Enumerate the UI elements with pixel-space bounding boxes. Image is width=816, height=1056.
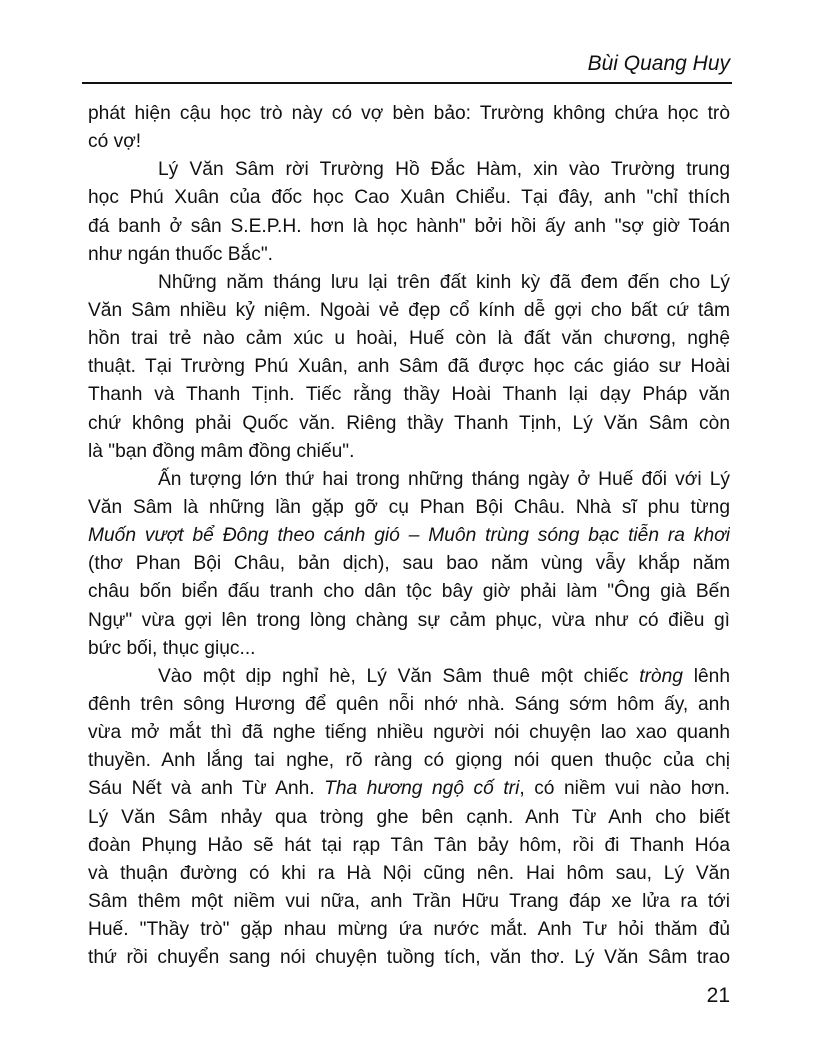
text-segment: thuật. Tại Trường Phú Xuân, anh Sâm đã được học các giáo sư Hoài xyxy=(88,356,730,378)
text-line xyxy=(88,297,730,325)
text-segment: là "bạn đồng mâm đồng chiếu". xyxy=(88,440,355,462)
text-line xyxy=(88,550,730,578)
text-line xyxy=(88,832,730,860)
text-segment: Vào một dịp nghỉ hè, Lý Văn Sâm thuê một chiếc xyxy=(158,665,640,687)
body-text xyxy=(88,100,730,972)
text-segment: như ngán thuốc Bắc". xyxy=(88,243,274,265)
text-line xyxy=(88,213,730,241)
text-segment: Những năm tháng lưu lại trên đất kinh kỳ đã đem đến cho Lý xyxy=(158,271,730,293)
text-line xyxy=(88,888,730,916)
text-line xyxy=(88,916,730,944)
text-segment: đoàn Phụng Hảo sẽ hát tại rạp Tân Tân bảy hôm, rồi đi Thanh Hóa xyxy=(88,834,730,856)
text-segment: Lý Văn Sâm rời Trường Hồ Đắc Hàm, xin vào Trường trung xyxy=(158,159,730,181)
text-segment: lênh xyxy=(682,665,730,687)
text-segment: Sáu Nết và anh Từ Anh. xyxy=(88,778,325,800)
italic-text: tròng xyxy=(639,665,683,687)
text-line xyxy=(88,325,730,353)
text-line xyxy=(88,578,730,606)
text-line xyxy=(88,100,730,128)
page-number: 21 xyxy=(706,984,730,1007)
text-line xyxy=(88,663,730,691)
text-line xyxy=(88,128,730,156)
text-line xyxy=(88,466,730,494)
text-segment: Thanh và Thanh Tịnh. Tiếc rằng thầy Hoài Thanh lại dạy Pháp văn xyxy=(88,384,730,406)
text-segment: Văn Sâm là những lần gặp gỡ cụ Phan Bội Châu. Nhà sĩ phu từng xyxy=(88,496,730,518)
text-line xyxy=(88,691,730,719)
text-line xyxy=(88,410,730,438)
running-header-author: Bùi Quang Huy xyxy=(587,52,730,75)
text-line xyxy=(88,184,730,212)
text-segment: Ngự" vừa gợi lên trong lòng chàng sự cảm phục, vừa như có điều gì xyxy=(88,609,730,631)
text-line xyxy=(88,944,730,972)
text-segment: chứ không phải Quốc văn. Riêng thầy Thanh Tịnh, Lý Văn Sâm còn xyxy=(88,412,730,434)
text-segment: và thuận đường có khi ra Hà Nội cũng nên. Hai hôm sau, Lý Văn xyxy=(88,862,730,884)
text-line xyxy=(88,607,730,635)
text-segment: châu bốn biển đấu tranh cho dân tộc bây giờ phải làm "Ông già Bến xyxy=(88,581,730,603)
text-segment: Huế. "Thầy trò" gặp nhau mừng ứa nước mắt. Anh Tư hỏi thăm đủ xyxy=(88,919,730,941)
text-segment: đênh trên sông Hương để quên nỗi nhớ nhà. Sáng sớm hôm ấy, anh xyxy=(88,693,730,715)
text-segment: Văn Sâm nhiều kỷ niệm. Ngoài vẻ đẹp cổ kính dễ gợi cho bất cứ tâm xyxy=(88,299,730,321)
text-segment: Ấn tượng lớn thứ hai trong những tháng ngày ở Huế đối với Lý xyxy=(158,468,730,490)
text-line xyxy=(88,381,730,409)
text-line xyxy=(88,494,730,522)
text-line xyxy=(88,719,730,747)
text-line xyxy=(88,269,730,297)
italic-text: Muốn vượt bể Đông theo cánh gió – Muôn trùng sóng bạc tiễn ra khơi xyxy=(88,525,730,547)
text-segment: có vợ! xyxy=(88,131,142,153)
text-segment: học Phú Xuân của đốc học Cao Xuân Chiểu. Tại đây, anh "chỉ thích xyxy=(88,187,730,209)
text-segment: đá banh ở sân S.E.P.H. hơn là học hành" bởi hồi ấy anh "sợ giờ Toán xyxy=(88,215,730,237)
text-line xyxy=(88,635,730,663)
text-segment: thuyền. Anh lắng tai nghe, rõ ràng có giọng nói quen thuộc của chị xyxy=(88,750,730,772)
text-line xyxy=(88,438,730,466)
header-rule xyxy=(82,82,732,84)
text-line xyxy=(88,775,730,803)
text-segment: Lý Văn Sâm nhảy qua tròng ghe bên cạnh. Anh Từ Anh cho biết xyxy=(88,806,730,828)
text-segment: , có niềm vui nào hơn. xyxy=(519,778,730,800)
italic-text: Tha hương ngộ cố tri xyxy=(324,778,520,800)
text-segment: bức bối, thục giục... xyxy=(88,637,256,659)
text-line xyxy=(88,522,730,550)
text-line xyxy=(88,241,730,269)
text-segment: (thơ Phan Bội Châu, bản dịch), sau bao năm vùng vẫy khắp năm xyxy=(88,553,730,575)
text-segment: vừa mở mắt thì đã nghe tiếng nhiều người nói chuyện lao xao quanh xyxy=(88,722,730,744)
text-line xyxy=(88,804,730,832)
text-line xyxy=(88,353,730,381)
text-line xyxy=(88,747,730,775)
text-segment: phát hiện cậu học trò này có vợ bèn bảo: Trường không chứa học trò xyxy=(88,103,730,124)
text-line xyxy=(88,860,730,888)
text-line xyxy=(88,156,730,184)
text-segment: thứ rồi chuyển sang nói chuyện tuồng tích, văn thơ. Lý Văn Sâm trao xyxy=(88,947,730,969)
text-segment: Sâm thêm một niềm vui nữa, anh Trần Hữu Trang đáp xe lửa ra tới xyxy=(88,890,730,912)
text-segment: hồn trai trẻ nào cảm xúc u hoài, Huế còn là đất văn chương, nghệ xyxy=(88,328,730,350)
